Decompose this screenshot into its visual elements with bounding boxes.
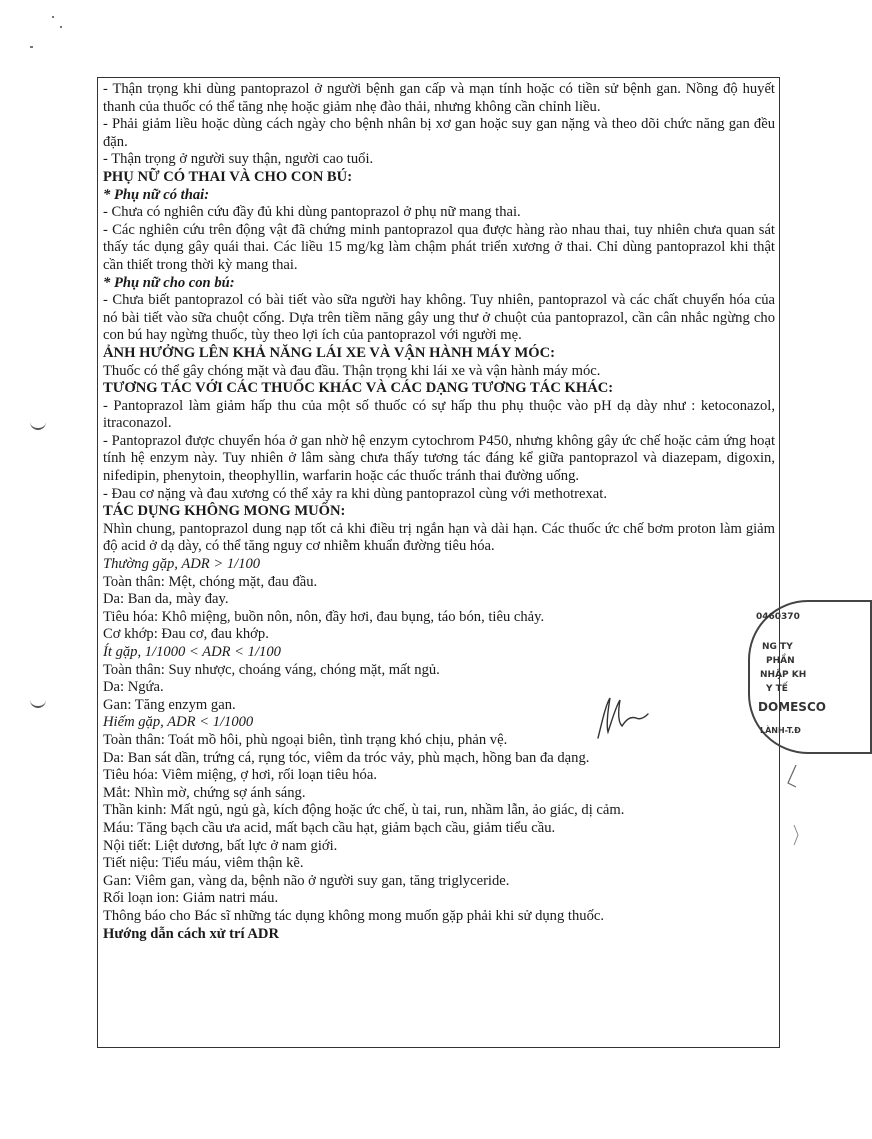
- paragraph: - Thận trọng khi dùng pantoprazol ở người bệnh gan cấp và mạn tính hoặc có tiền sử bệnh gan. Nồng độ huyết thanh của thuốc có thể tăng nhẹ hoặc giảm nhẹ đào thải, nhưng không cần chỉnh liều.: [103, 81, 775, 115]
- paragraph: Toàn thân: Suy nhược, choáng váng, chóng mặt, mất ngủ.: [103, 661, 440, 678]
- paragraph: Tiết niệu: Tiểu máu, viêm thận kẽ.: [103, 855, 304, 872]
- paragraph: Cơ khớp: Đau cơ, đau khớp.: [103, 626, 269, 643]
- paragraph: Rối loạn ion: Giảm natri máu.: [103, 890, 279, 907]
- company-stamp: [748, 600, 872, 754]
- paragraph: - Pantoprazol làm giảm hấp thu của một số thuốc có sự hấp thu phụ thuộc vào pH dạ dày như : ketoconazol, itraconazol.: [103, 397, 775, 432]
- stamp-line: 0460370: [756, 612, 800, 622]
- paragraph: Mắt: Nhìn mờ, chứng sợ ánh sáng.: [103, 784, 306, 801]
- paragraph: - Thận trọng ở người suy thận, người cao tuổi.: [103, 151, 374, 168]
- paragraph: Thuốc có thể gây chóng mặt và đau đầu. Thận trọng khi lái xe và vận hành máy móc.: [103, 362, 601, 379]
- paragraph: - Đau cơ nặng và đau xương có thể xảy ra khi dùng pantoprazol cùng với methotrexat.: [103, 485, 607, 502]
- subheading: * Phụ nữ cho con bú:: [103, 274, 235, 291]
- paragraph: Thần kinh: Mất ngủ, ngủ gà, kích động hoặc ức chế, ù tai, run, nhầm lẫn, ảo giác, dị cảm.: [103, 802, 625, 819]
- paragraph: - Phải giảm liều hoặc dùng cách ngày cho bệnh nhân bị xơ gan hoặc suy gan nặng và theo dõi chức năng gan đều đặn.: [103, 116, 775, 150]
- paragraph: Nhìn chung, pantoprazol dung nạp tốt cả khi điều trị ngắn hạn và dài hạn. Các thuốc ức chế bơm proton làm giảm độ acid ở dạ dày, có thể tăng nguy cơ nhiễm khuẩn đường tiêu hóa.: [103, 520, 775, 555]
- signature-icon: [592, 692, 652, 742]
- frequency-label: Hiếm gặp, ADR < 1/1000: [103, 714, 254, 731]
- paragraph: - Chưa biết pantoprazol có bài tiết vào sữa người hay không. Tuy nhiên, pantoprazol và các chất chuyển hóa của nó bài tiết vào sữa chuột cống. Dựa trên tiềm năng gây ung thư ở chuột của pantoprazol, cần cân nhắc ngừng cho con bú hay ngừng thuốc, tùy theo lợi ích của pantoprazol với người mẹ.: [103, 292, 775, 344]
- stamp-line: Y TẾ: [766, 684, 788, 694]
- stamp-line: NHẬP KH: [760, 670, 807, 680]
- paragraph: Da: Ngứa.: [103, 679, 164, 696]
- adr-handling-heading: Hướng dẫn cách xử trí ADR: [103, 925, 280, 942]
- paragraph: - Pantoprazol được chuyển hóa ở gan nhờ hệ enzym cytochrom P450, nhưng không gây ức chế hoặc cảm ứng hoạt tính hệ enzym này. Tuy nhiên ở lâm sàng chưa thấy tương tác đáng kể giữa pantoprazol và diazepam, digoxin, nifedipin, phenytoin, theophyllin, warfarin hoặc các thuốc tránh thai đường uống.: [103, 432, 775, 485]
- section-heading: ẢNH HƯỞNG LÊN KHẢ NĂNG LÁI XE VÀ VẬN HÀNH MÁY MÓC:: [103, 344, 555, 361]
- edge-mark-icon: [784, 765, 800, 875]
- paragraph: Nội tiết: Liệt dương, bất lực ở nam giới.: [103, 837, 338, 854]
- punch-hole-mark: [30, 696, 46, 708]
- stamp-line: DOMESCO: [758, 700, 826, 714]
- subheading: * Phụ nữ có thai:: [103, 186, 210, 203]
- stamp-line: LÀNH-T.Đ: [760, 726, 801, 735]
- frequency-label: Thường gặp, ADR > 1/100: [103, 556, 261, 573]
- paragraph: Gan: Viêm gan, vàng da, bệnh não ở người suy gan, tăng triglyceride.: [103, 872, 510, 889]
- paragraph: Tiêu hóa: Khô miệng, buồn nôn, nôn, đầy hơi, đau bụng, táo bón, tiêu chảy.: [103, 608, 545, 625]
- paragraph: - Các nghiên cứu trên động vật đã chứng minh pantoprazol qua được hàng rào nhau thai, tuy nhiên chưa quan sát thấy tác dụng gây quái thai. Các liều 15 mg/kg làm chậm phát triển xương ở thai. Chỉ dùng pantoprazol khi thật cần thiết trong thời kỳ mang thai.: [103, 221, 775, 273]
- paragraph: Gan: Tăng enzym gan.: [103, 696, 236, 713]
- section-heading: TƯƠNG TÁC VỚI CÁC THUỐC KHÁC VÀ CÁC DẠNG TƯƠNG TÁC KHÁC:: [103, 380, 614, 397]
- paragraph: Thông báo cho Bác sĩ những tác dụng không mong muốn gặp phải khi sử dụng thuốc.: [103, 907, 604, 924]
- paragraph: Tiêu hóa: Viêm miệng, ợ hơi, rối loạn tiêu hóa.: [103, 767, 377, 784]
- section-heading: TÁC DỤNG KHÔNG MONG MUỐN:: [103, 503, 346, 520]
- punch-hole-mark: [30, 418, 46, 430]
- stamp-line: NG TY: [762, 642, 793, 652]
- paragraph: Da: Ban sát dần, trứng cá, rụng tóc, viêm da tróc vảy, phù mạch, hồng ban đa dạng.: [103, 749, 590, 766]
- paragraph: Toàn thân: Mệt, chóng mặt, đau đầu.: [103, 573, 318, 590]
- paragraph: - Chưa có nghiên cứu đầy đủ khi dùng pantoprazol ở phụ nữ mang thai.: [103, 204, 521, 221]
- paragraph: Da: Ban da, mày đay.: [103, 591, 229, 608]
- section-heading: PHỤ NỮ CÓ THAI VÀ CHO CON BÚ:: [103, 168, 353, 185]
- paragraph: Toàn thân: Toát mồ hôi, phù ngoại biên, tình trạng khó chịu, phản vệ.: [103, 731, 508, 748]
- document-body: [103, 81, 775, 943]
- paragraph: Máu: Tăng bạch cầu ưa acid, mất bạch cầu hạt, giảm bạch cầu, giảm tiểu cầu.: [103, 819, 556, 836]
- stamp-line: PHẦN: [766, 656, 795, 666]
- frequency-label: Ít gặp, 1/1000 < ADR < 1/100: [103, 644, 281, 660]
